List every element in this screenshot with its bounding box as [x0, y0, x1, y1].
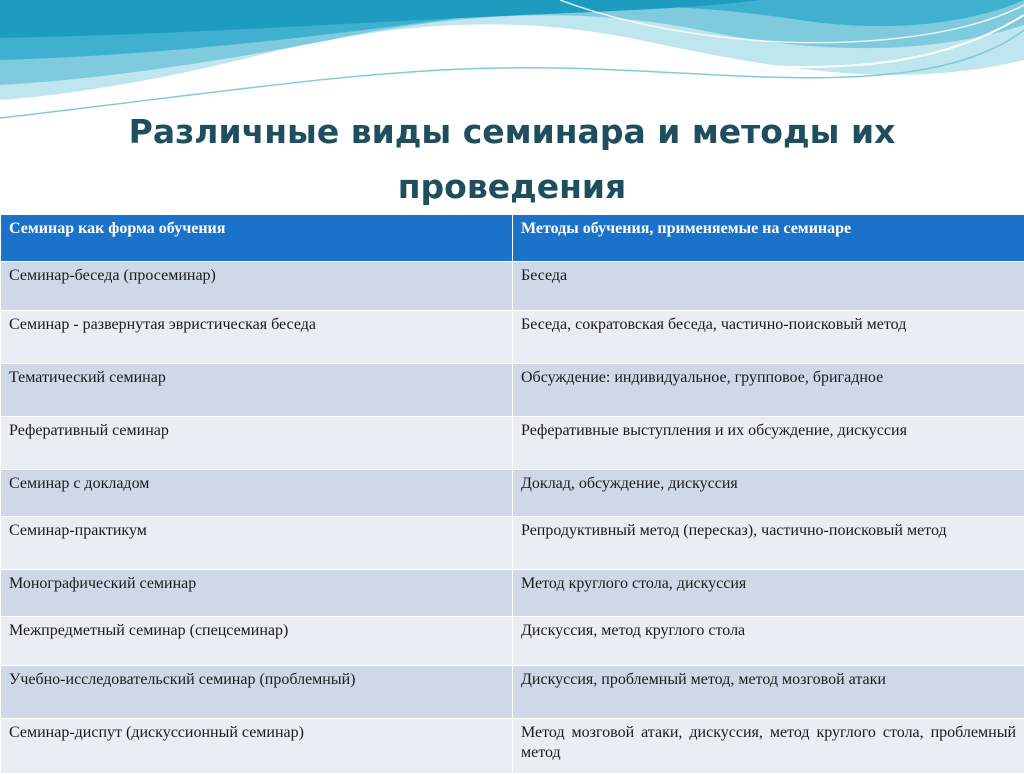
table-row — [1, 311, 1024, 364]
seminar-form-cell: Семинар-практикум — [1, 517, 513, 570]
teaching-methods-cell: Беседа, сократовская беседа, частично-поисковый метод — [513, 311, 1024, 364]
teaching-methods-cell: Метод круглого стола, дискуссия — [513, 570, 1024, 617]
teaching-methods-cell: Доклад, обсуждение, дискуссия — [513, 470, 1024, 517]
slide-title — [0, 104, 1024, 214]
seminar-form-cell: Межпредметный семинар (спецсеминар) — [1, 617, 513, 666]
teaching-methods-cell: Дискуссия, проблемный метод, метод мозговой атаки — [513, 666, 1024, 719]
table-row — [1, 617, 1024, 666]
table-row — [1, 470, 1024, 517]
seminar-form-cell: Семинар - развернутая эвристическая беседа — [1, 311, 513, 364]
column-header-form: Семинар как форма обучения — [1, 215, 513, 262]
slide-title-line-2: проведения — [0, 159, 1024, 214]
slide-title-line-1: Различные виды семинара и методы их — [0, 104, 1024, 159]
seminar-form-cell: Семинар-беседа (просеминар) — [1, 262, 513, 311]
seminar-form-cell: Монографический семинар — [1, 570, 513, 617]
seminar-form-cell: Семинар-диспут (дискуссионный семинар) — [1, 719, 513, 774]
table-row — [1, 517, 1024, 570]
seminar-form-cell: Семинар с докладом — [1, 470, 513, 517]
table-header-row — [1, 215, 1024, 262]
table-row — [1, 719, 1024, 774]
table-row — [1, 666, 1024, 719]
teaching-methods-cell: Обсуждение: индивидуальное, групповое, бригадное — [513, 364, 1024, 417]
teaching-methods-cell: Дискуссия, метод круглого стола — [513, 617, 1024, 666]
seminar-form-cell: Тематический семинар — [1, 364, 513, 417]
seminar-form-cell: Учебно-исследовательский семинар (проблемный) — [1, 666, 513, 719]
table-row — [1, 570, 1024, 617]
column-header-methods: Методы обучения, применяемые на семинаре — [513, 215, 1024, 262]
teaching-methods-cell: Метод мозговой атаки, дискуссия, метод круглого стола, проблемный метод — [513, 719, 1024, 774]
teaching-methods-cell: Реферативные выступления и их обсуждение, дискуссия — [513, 417, 1024, 470]
table-row — [1, 364, 1024, 417]
teaching-methods-cell: Репродуктивный метод (пересказ), частично-поисковый метод — [513, 517, 1024, 570]
table-row — [1, 262, 1024, 311]
seminar-form-cell: Реферативный семинар — [1, 417, 513, 470]
table-row — [1, 417, 1024, 470]
seminar-methods-table — [0, 214, 1024, 774]
teaching-methods-cell: Беседа — [513, 262, 1024, 311]
